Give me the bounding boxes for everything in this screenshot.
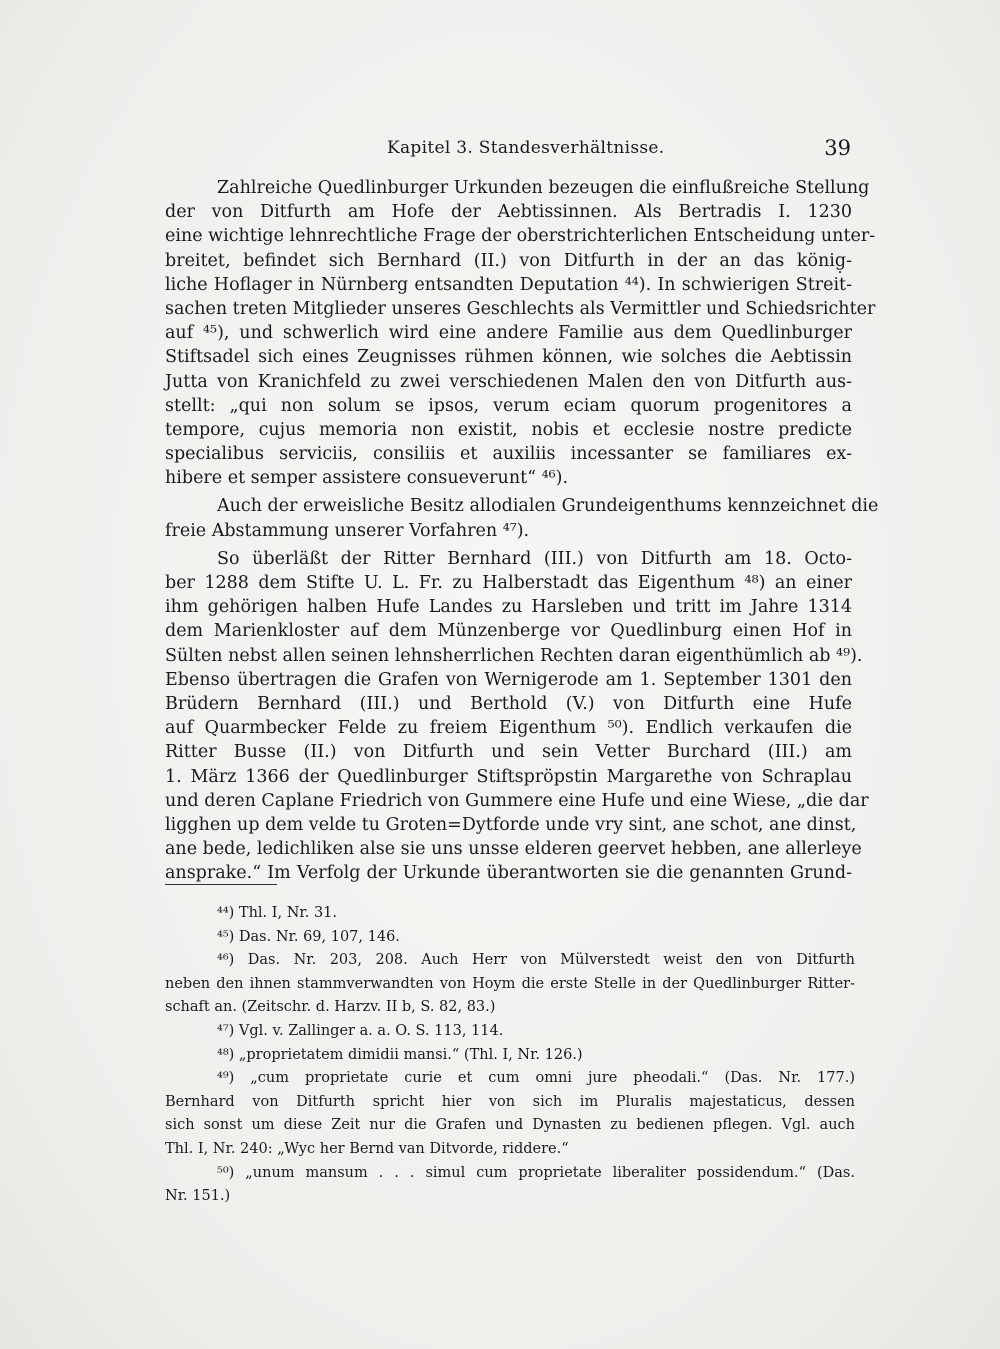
body-line: liche Hoflager in Nürnberg entsandten Deputation ⁴⁴). In schwierigen Streit-: [165, 274, 852, 295]
footnote-line: ⁴⁶) Das. Nr. 203, 208. Auch Herr von Mülverstedt weist den von Ditfurth: [217, 952, 855, 969]
body-line: ligghen up dem velde tu Groten=Dytforde unde vry sint, ane schot, ane dinst,: [165, 814, 857, 835]
body-text: [165, 176, 879, 885]
body-line: 1. März 1366 der Quedlinburger Stiftspröpstin Margarethe von Schraplau: [165, 766, 852, 787]
footnote-line: ⁴⁵) Das. Nr. 69, 107, 146.: [217, 928, 400, 945]
body-line: ane bede, ledichliken alse sie uns unsse elderen geervet hebben, ane allerleye: [165, 839, 862, 860]
footnote-line: sich sonst um diese Zeit nur die Grafen und Dynasten zu bedienen pflegen. Vgl. auch: [165, 1117, 855, 1134]
body-line: Sülten nebst allen seinen lehnsherrlichen Rechten daran eigenthümlich ab ⁴⁹).: [165, 645, 863, 666]
footnote-line: ⁵⁰) „unum mansum . . . simul cum proprietate liberaliter possidendum.“ (Das.: [217, 1164, 855, 1181]
body-line: Jutta von Kranichfeld zu zwei verschiedenen Malen den von Ditfurth aus-: [165, 371, 852, 392]
body-line: stellt: „qui non solum se ipsos, verum eciam quorum progenitores a: [165, 395, 852, 416]
footnote-line: neben den ihnen stammverwandten von Hoym die erste Stelle in der Quedlinburger Ritter-: [165, 975, 855, 992]
body-line: Brüdern Bernhard (III.) und Berthold (V.) von Ditfurth eine Hufe: [165, 693, 852, 714]
body-line: eine wichtige lehnrechtliche Frage der oberstrichterlichen Entscheidung unter-: [165, 226, 876, 247]
body-line: freie Abstammung unserer Vorfahren ⁴⁷).: [165, 520, 530, 541]
body-line: auf ⁴⁵), und schwerlich wird eine andere Familie aus dem Quedlinburger: [165, 323, 852, 344]
footnote-line: ⁴⁷) Vgl. v. Zallinger a. a. O. S. 113, 114.: [217, 1022, 504, 1039]
body-line: breitet, befindet sich Bernhard (II.) von Ditfurth in der an das könig̣-: [165, 250, 852, 271]
footnote-line: Thl. I, Nr. 240: „Wyc her Bernd van Ditvorde, riddere.“: [165, 1140, 569, 1157]
body-line: specialibus serviciis, consiliis et auxiliis incessanter se familiares ex-: [165, 444, 852, 465]
footnote-line: schaft an. (Zeitschr. d. Harzv. II b, S. 82, 83.): [165, 999, 496, 1016]
body-line: und deren Caplane Friedrich von Gummere eine Hufe und eine Wiese, „die dar: [165, 790, 869, 811]
body-line: tempore, cujus memoria non existit, nobis et ecclesie nostre predicte: [165, 419, 852, 440]
page-number: 39: [824, 136, 851, 160]
body-line: ansprake.“ Im Verfolg der Urkunde überantworten sie die genannten Grund-: [165, 863, 852, 884]
body-line: dem Marienkloster auf dem Münzenberge vor Quedlinburg einen Hof in: [165, 621, 852, 642]
body-line: ihm gehörigen halben Hufe Landes zu Harsleben und tritt im Jahre 1314: [165, 597, 852, 618]
body-line: Ebenso übertragen die Grafen von Wernigerode am 1. September 1301 den: [165, 669, 852, 690]
body-line: Zahlreiche Quedlinburger Urkunden bezeugen die einflußreiche Stellung: [217, 178, 870, 198]
footnote-line: Bernhard von Ditfurth spricht hier von sich im Pluralis majestaticus, dessen: [165, 1093, 855, 1110]
running-head: Kapitel 3. Standesverhältnisse.: [387, 138, 665, 158]
body-line: auf Quarmbecker Felde zu freiem Eigenthum ⁵⁰). Endlich verkaufen die: [165, 718, 852, 739]
body-line: So überläßt der Ritter Bernhard (III.) von Ditfurth am 18. Octo-: [217, 548, 852, 569]
body-line: ber 1288 dem Stifte U. L. Fr. zu Halberstadt das Eigenthum ⁴⁸) an einer: [165, 573, 852, 593]
body-line: Stiftsadel sich eines Zeugnisses rühmen können, wie solches die Aebtissin: [165, 347, 852, 368]
body-line: hibere et semper assistere consueverunt“ ⁴⁶).: [165, 468, 569, 489]
footnotes: [165, 902, 855, 1209]
footnote-line: ⁴⁹) „cum proprietate curie et cum omni jure pheodali.“ (Das. Nr. 177.): [217, 1070, 855, 1087]
body-line: Ritter Busse (II.) von Ditfurth und sein Vetter Burchard (III.) am: [165, 742, 852, 763]
footnote-line: ⁴⁴) Thl. I, Nr. 31.: [217, 905, 338, 921]
body-line: der von Ditfurth am Hofe der Aebtissinnen. Als Bertradis I. 1230: [165, 202, 852, 223]
body-line: Auch der erweisliche Besitz allodialen Grundeigenthums kennzeichnet die: [217, 496, 879, 517]
footnote-line: Nr. 151.): [165, 1188, 231, 1205]
body-line: sachen treten Mitglieder unseres Geschlechts als Vermittler und Schiedsrichter: [165, 298, 876, 319]
footnote-line: ⁴⁸) „proprietatem dimidii mansi.“ (Thl. I, Nr. 126.): [217, 1046, 583, 1063]
page-header: [165, 138, 853, 168]
footnote-divider: [165, 884, 277, 885]
